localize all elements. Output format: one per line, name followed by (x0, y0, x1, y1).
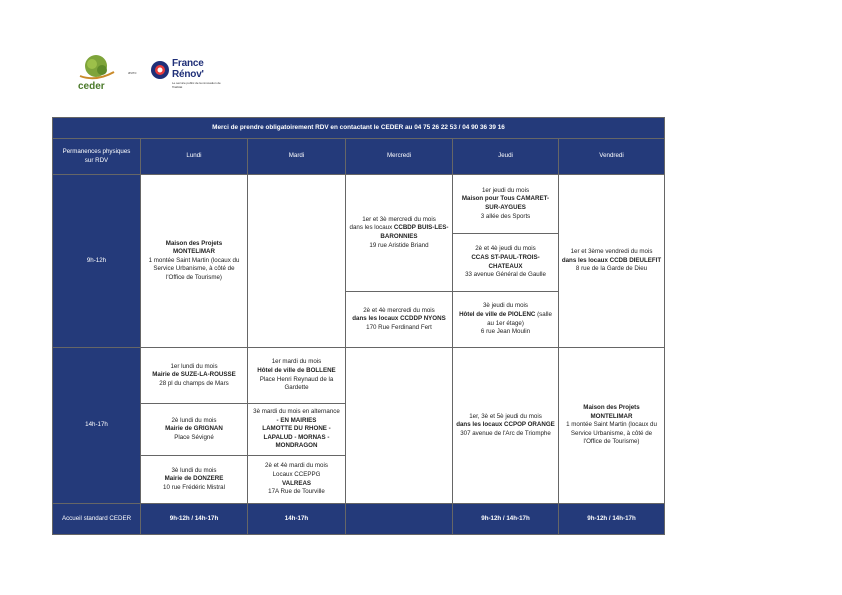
france-renov-tagline: Le service public de la rénovation de l'habitat (172, 81, 221, 89)
cell-afternoon-mardi-1: 1er mardi du mois Hôtel de ville de BOLLENE Place Henri Reynaud de la Gardette (248, 348, 346, 404)
logos (76, 52, 236, 94)
cell-morning-vendredi: 1er et 3ème vendredi du mois dans les locaux CCDB DIEULEFIT 8 rue de la Garde de Dieu (559, 175, 665, 348)
appointment-banner: Merci de prendre obligatoirement RDV en contactant le CEDER au 04 75 26 22 53 / 04 90 36 39 16 (53, 118, 665, 139)
footer-vendredi: 9h-12h / 14h-17h (559, 504, 665, 535)
slot-morning: 9h-12h (53, 175, 141, 348)
header-day-mercredi: Mercredi (346, 139, 453, 175)
header-day-lundi: Lundi (141, 139, 248, 175)
cell-morning-mercredi-top: 1er et 3è mercredi du mois dans les locaux CCBDP BUIS-LES- BARONNIES 19 rue Aristide Briand (346, 175, 453, 292)
footer-mardi: 14h-17h (248, 504, 346, 535)
cell-afternoon-mercredi (346, 348, 453, 504)
marianne-icon (150, 60, 170, 80)
avec-label: avec (128, 70, 137, 75)
france-renov-logo (148, 56, 238, 94)
header-day-jeudi: Jeudi (453, 139, 559, 175)
slot-afternoon: 14h-17h (53, 348, 141, 504)
banner-row (53, 118, 665, 139)
cell-afternoon-mardi-2: 3è mardi du mois en alternance - EN MAIRIES LAMOTTE DU RHONE - LAPALUD - MORNAS - MONDRAGON (248, 404, 346, 456)
cell-morning-jeudi-1: 1er jeudi du mois Maison pour Tous CAMARET- SUR-AYGUES 3 allée des Sports (453, 175, 559, 234)
ceder-logo-text: ceder (78, 81, 105, 92)
footer-row (53, 504, 665, 535)
cell-afternoon-lundi-1: 1er lundi du mois Mairie de SUZE-LA-ROUSSE 28 pl du champs de Mars (141, 348, 248, 404)
cell-afternoon-mardi-3: 2è et 4è mardi du mois Locaux CCEPPG VALREAS 17A Rue de Tourville (248, 456, 346, 504)
morning-row-1 (53, 175, 665, 234)
cell-afternoon-jeudi: 1er, 3è et 5è jeudi du mois dans les locaux CCPOP ORANGE 307 avenue de l'Arc de Triomphe (453, 348, 559, 504)
france-renov-title-2: Rénov' (172, 69, 204, 80)
header-day-vendredi: Vendredi (559, 139, 665, 175)
cell-afternoon-lundi-3: 3è lundi du mois Mairie de DONZERE 10 rue Frédéric Mistral (141, 456, 248, 504)
cell-morning-lundi: Maison des Projets MONTELIMAR 1 montée Saint Martin (locaux du Service Urbanisme, à côté de l'Office de Tourisme) (141, 175, 248, 348)
header-day-mardi: Mardi (248, 139, 346, 175)
footer-label: Accueil standard CEDER (53, 504, 141, 535)
footer-lundi: 9h-12h / 14h-17h (141, 504, 248, 535)
cell-morning-mardi (248, 175, 346, 348)
cell-afternoon-vendredi: Maison des Projets MONTELIMAR 1 montée Saint Martin (locaux du Service Urbanisme, à côté de l'Office de Tourisme) (559, 348, 665, 504)
ceder-logo-icon (76, 52, 120, 92)
cell-afternoon-lundi-2: 2è lundi du mois Mairie de GRIGNAN Place Sévigné (141, 404, 248, 456)
cell-morning-mercredi-bottom: 2è et 4è mercredi du mois dans les locaux CCDDP NYONS 170 Rue Ferdinand Fert (346, 292, 453, 348)
header-row (53, 139, 665, 175)
france-renov-title-1: France (172, 58, 204, 69)
footer-jeudi: 9h-12h / 14h-17h (453, 504, 559, 535)
afternoon-row-1 (53, 348, 665, 404)
footer-mercredi (346, 504, 453, 535)
cell-morning-jeudi-3: 3è jeudi du mois Hôtel de ville de PIOLENC (salle au 1er étage) 6 rue Jean Moulin (453, 292, 559, 348)
header-corner: Permanences physiques sur RDV (53, 139, 141, 175)
schedule-table (52, 117, 665, 535)
cell-morning-jeudi-2: 2è et 4è jeudi du mois CCAS ST-PAUL-TROIS-CHATEAUX 33 avenue Général de Gaulle (453, 234, 559, 292)
